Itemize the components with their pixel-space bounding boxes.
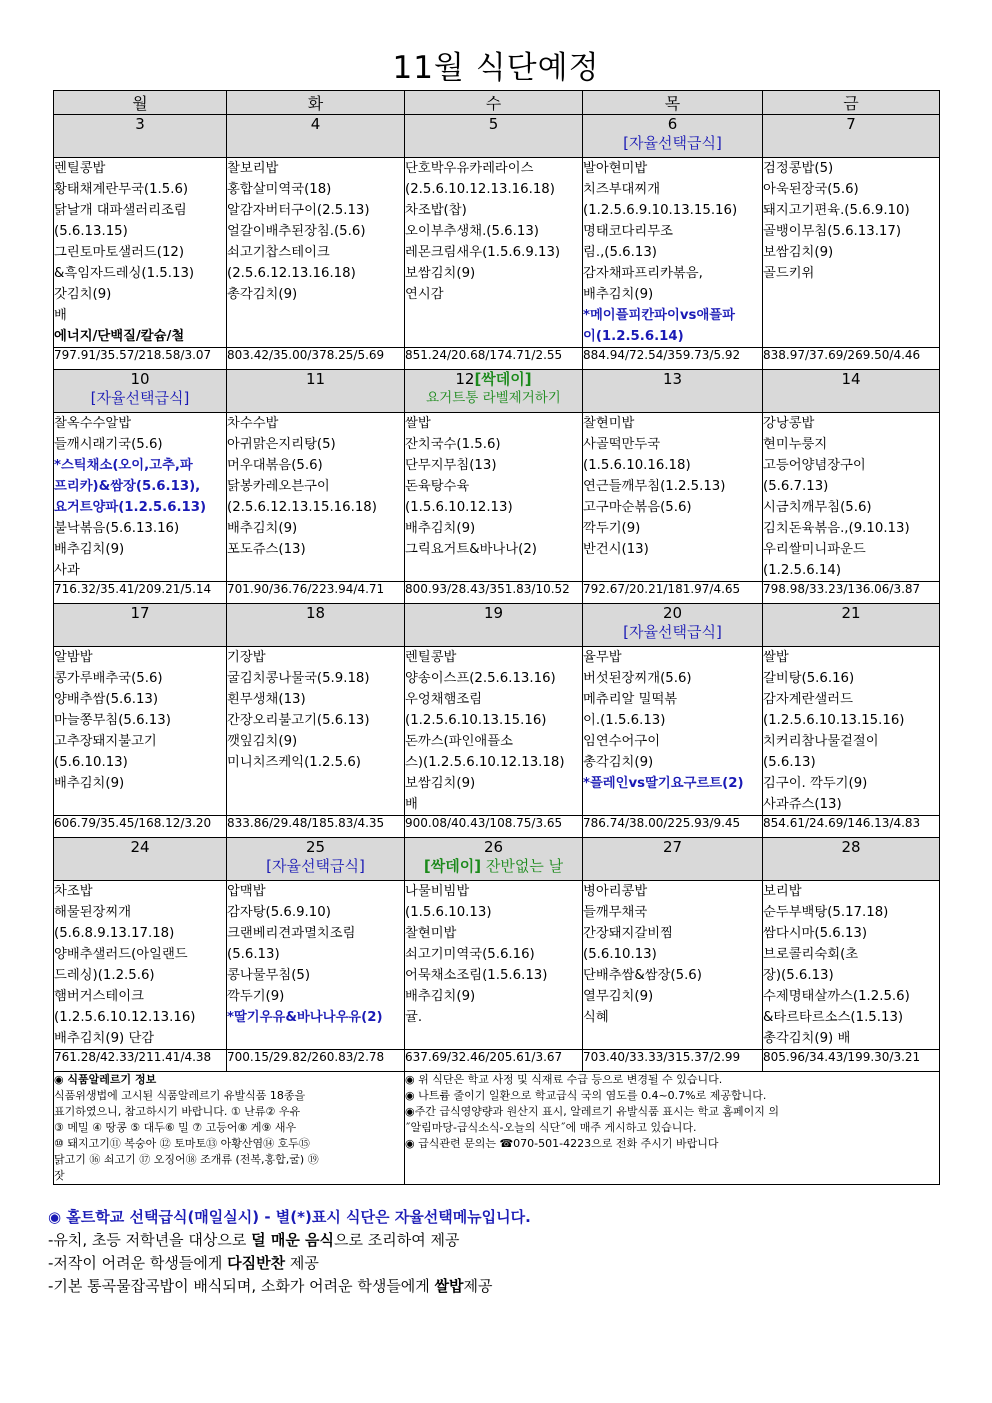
menu-item: (1.2.5.6.10.13.15.16)	[763, 713, 905, 728]
menu-item: 강낭콩밥	[763, 416, 815, 431]
menu-item: 사과	[54, 563, 80, 578]
menu-item: 쇠고기찹스테이크	[227, 245, 330, 260]
menu-item: 치커리참나물겉절이	[763, 734, 879, 749]
date-number: 11	[305, 370, 326, 388]
date-row	[54, 115, 940, 158]
menu-item: 임연수어구이	[583, 734, 661, 749]
date-cell	[227, 604, 405, 647]
menu-cell	[54, 647, 227, 816]
menu-item: (5.6.7.13)	[763, 479, 829, 494]
menu-item: 얼갈이배추된장침.(5.6)	[227, 224, 366, 239]
menu-item: 고구마순볶음(5.6)	[583, 500, 692, 515]
date-cell	[583, 115, 763, 158]
menu-item: 감자계란샐러드	[763, 692, 853, 707]
menu-item: 보쌈김치(9)	[405, 776, 476, 791]
menu-item: 에너지/단백질/칼슘/철	[54, 329, 185, 344]
menu-item: 아욱된장국(5.6)	[763, 182, 859, 197]
menu-item: 총각김치(9) 배	[763, 1031, 851, 1046]
date-cell	[227, 115, 405, 158]
menu-item: 쌈다시마(5.6.13)	[763, 926, 868, 941]
menu-item: 검정콩밥(5)	[763, 161, 834, 176]
nutrition-value: 900.08/40.43/108.75/3.65	[405, 816, 583, 838]
date-number: 12	[455, 370, 475, 388]
menu-item: 순두부백탕(5.17.18)	[763, 905, 889, 920]
weekday-mon: 월	[54, 91, 227, 115]
menu-item: &흑임자드레싱(1.5.13)	[54, 266, 195, 281]
menu-item: (1.2.5.6.10.12.13.16)	[54, 1010, 196, 1025]
nutrition-row	[54, 1050, 940, 1072]
menu-cell	[583, 413, 763, 582]
menu-item: 갈비탕(5.6.16)	[763, 671, 855, 686]
menu-cell	[583, 881, 763, 1050]
footer-notes	[48, 1206, 531, 1298]
menu-item: 돈육탕수육	[405, 479, 470, 494]
date-cell	[405, 115, 583, 158]
menu-item: 배	[405, 797, 418, 812]
date-number: 28	[841, 838, 861, 856]
date-number: 5	[488, 115, 499, 133]
menu-item: 수제명태살까스(1.2.5.6)	[763, 989, 910, 1004]
menu-cell	[227, 158, 405, 348]
menu-item: 닭봉카레오븐구이	[227, 479, 330, 494]
menu-item: 김구이. 깍두기(9)	[763, 776, 868, 791]
footer-text: -저작이 어려운 학생들에게	[48, 1254, 228, 1272]
date-cell	[54, 370, 227, 413]
menu-item: 감자채파프리카볶음,	[583, 266, 703, 281]
menu-item: 알감자버터구이(2.5.13)	[227, 203, 370, 218]
menu-item: 발아현미밥	[583, 161, 648, 176]
menu-item: 어묵채소조림(1.5.6.13)	[405, 968, 548, 983]
menu-item: 들깨시래기국(5.6)	[54, 437, 163, 452]
menu-item: 골드키위	[763, 266, 815, 281]
nutrition-value: 838.97/37.69/269.50/4.46	[763, 348, 940, 370]
date-cell	[227, 838, 405, 881]
date-number: 10	[130, 370, 150, 388]
date-number: 7	[846, 115, 856, 133]
menu-item: 간장돼지갈비찜	[583, 926, 673, 941]
menu-row	[54, 647, 940, 816]
menu-item: 찰보리밥	[227, 161, 279, 176]
menu-item: 시금치깨무침(5.6)	[763, 500, 872, 515]
date-cell	[763, 838, 940, 881]
menu-item: 렌틸콩밥	[54, 161, 106, 176]
menu-cell	[763, 413, 940, 582]
menu-item: 우엉채햄조림	[405, 692, 483, 707]
day-note: 요거트통 라벨제거하기	[426, 390, 561, 406]
menu-item: 현미누룽지	[763, 437, 828, 452]
menu-item: (1.2.5.6.9.10.13.15.16)	[583, 203, 738, 218]
date-number: 6	[667, 115, 678, 133]
menu-item: 콩나물무침(5)	[227, 968, 311, 983]
self-select-menu-item: 프리카)&쌈장(5.6.13),	[54, 479, 201, 494]
menu-row	[54, 158, 940, 348]
menu-item: 배추김치(9)	[54, 542, 125, 557]
date-number: 14	[841, 370, 861, 388]
menu-item: 단무지무침(13)	[405, 458, 497, 473]
menu-item: 쌀밥	[405, 416, 431, 431]
allergy-heading: ◉ 식품알레르기 정보	[54, 1073, 157, 1086]
menu-cell	[54, 158, 227, 348]
menu-item: 브로콜리숙회(초	[763, 947, 859, 962]
menu-item: 배추김치(9)	[405, 521, 476, 536]
menu-item: 쌀밥	[763, 650, 789, 665]
self-select-menu-item: 요거트양파(1.2.5.6.13)	[54, 500, 207, 515]
menu-item: (2.5.6.12.13.16.18)	[227, 266, 356, 281]
nutrition-value: 703.40/33.33/315.37/2.99	[583, 1050, 763, 1072]
menu-cell	[763, 158, 940, 348]
menu-item: 차조밥	[54, 884, 93, 899]
menu-item: 반건시(13)	[583, 542, 649, 557]
menu-cell	[763, 647, 940, 816]
nutrition-value: 805.96/34.43/199.30/3.21	[763, 1050, 940, 1072]
menu-item: 미니치즈케익(1.2.5.6)	[227, 755, 361, 770]
date-cell	[405, 370, 583, 413]
menu-item: 찰현미밥	[583, 416, 635, 431]
date-cell	[405, 838, 583, 881]
menu-item: 콩가루배추국(5.6)	[54, 671, 163, 686]
menu-item: 고등어양념장구이	[763, 458, 866, 473]
date-cell	[763, 370, 940, 413]
menu-item: 배	[54, 308, 67, 323]
menu-item: (5.6.8.9.13.17.18)	[54, 926, 175, 941]
menu-item: 찰옥수수알밥	[54, 416, 132, 431]
menu-item: 불낙볶음(5.6.13.16)	[54, 521, 180, 536]
menu-item: 메츄리알 밀떡볶	[583, 692, 678, 707]
menu-item: 머우대볶음(5.6)	[227, 458, 323, 473]
menu-item: 마늘쫑무침(5.6.13)	[54, 713, 171, 728]
date-cell	[763, 604, 940, 647]
day-note: 잔반없는 날	[485, 857, 564, 875]
footer-emphasis: 쌀밥	[434, 1277, 464, 1295]
menu-cell	[54, 413, 227, 582]
nutrition-value: 700.15/29.82/260.83/2.78	[227, 1050, 405, 1072]
menu-cell	[227, 413, 405, 582]
menu-item: 장)(5.6.13)	[763, 968, 834, 983]
self-select-menu-item: *메이플피칸파이vs애플파	[583, 308, 735, 323]
self-select-tag: [자율선택급식]	[90, 389, 190, 407]
footer-text: 제공	[463, 1277, 493, 1295]
menu-item: 배추김치(9)	[54, 776, 125, 791]
date-cell	[583, 604, 763, 647]
nutrition-value: 884.94/72.54/359.73/5.92	[583, 348, 763, 370]
footer-text: 으로 조리하여 제공	[334, 1231, 460, 1249]
menu-item: 감자탕(5.6.9.10)	[227, 905, 331, 920]
weekday-header-row	[54, 91, 940, 115]
footer-line-1	[48, 1206, 531, 1229]
menu-item: 간장오리불고기(5.6.13)	[227, 713, 370, 728]
nutrition-value: 851.24/20.68/174.71/2.55	[405, 348, 583, 370]
date-row	[54, 370, 940, 413]
menu-item: 크랜베리견과멸치조림	[227, 926, 356, 941]
menu-item: 나물비빔밥	[405, 884, 470, 899]
date-row	[54, 604, 940, 647]
menu-row	[54, 881, 940, 1050]
menu-item: 잔치국수(1.5.6)	[405, 437, 501, 452]
menu-cell	[763, 881, 940, 1050]
menu-item: 김치돈육볶음.,(9.10.13)	[763, 521, 910, 536]
nutrition-value: 803.42/35.00/378.25/5.69	[227, 348, 405, 370]
menu-item: 갓김치(9)	[54, 287, 112, 302]
menu-item: 레몬크림새우(1.5.6.9.13)	[405, 245, 561, 260]
footer-emphasis: 다짐반찬	[227, 1254, 286, 1272]
day-tag: [싹데이]	[423, 857, 482, 875]
menu-item: 치즈부대찌개	[583, 182, 661, 197]
menu-item: 단배추쌈&쌈장(5.6)	[583, 968, 702, 983]
date-number: 18	[305, 604, 326, 622]
menu-item: 병아리콩밥	[583, 884, 648, 899]
menu-item: (1.2.5.6.14)	[763, 563, 842, 578]
nutrition-row	[54, 582, 940, 604]
nutrition-value: 833.86/29.48/185.83/4.35	[227, 816, 405, 838]
menu-item: (5.6.10.13)	[54, 755, 128, 770]
menu-item: (2.5.6.12.13.15.16.18)	[227, 500, 377, 515]
menu-item: (5.6.13)	[227, 947, 280, 962]
menu-item: 이.(1.5.6.13)	[583, 713, 666, 728]
date-cell	[227, 370, 405, 413]
date-number: 19	[483, 604, 504, 622]
menu-item: 연근들깨무침(1.2.5.13)	[583, 479, 726, 494]
date-number: 24	[130, 838, 150, 856]
menu-cell	[227, 881, 405, 1050]
footer-line-4	[48, 1275, 531, 1298]
date-cell	[54, 115, 227, 158]
notice-line: ˝알림마당-급식소식-오늘의 식단˝에 매주 게시하고 있습니다.	[405, 1121, 697, 1134]
menu-item: 림.,(5.6.13)	[583, 245, 657, 260]
menu-item: 열무김치(9)	[583, 989, 654, 1004]
menu-item: 양배추쌈(5.6.13)	[54, 692, 159, 707]
menu-item: 아귀맑은지리탕(5)	[227, 437, 336, 452]
menu-item: 배추김치(9)	[583, 287, 654, 302]
menu-item: 포도쥬스(13)	[227, 542, 306, 557]
date-cell	[583, 838, 763, 881]
select-meal-notice: ◉ 홀트학교 선택급식(매일실시) - 별(*)표시 식단은 자율선택메뉴입니다.	[48, 1208, 531, 1226]
weekday-thu: 목	[583, 91, 763, 115]
menu-item: (2.5.6.10.12.13.16.18)	[405, 182, 555, 197]
menu-row	[54, 413, 940, 582]
nutrition-value: 797.91/35.57/218.58/3.07	[54, 348, 227, 370]
menu-item: 오이부추생채.(5.6.13)	[405, 224, 539, 239]
menu-item: 렌틸콩밥	[405, 650, 457, 665]
self-select-tag: [자율선택급식]	[623, 623, 722, 641]
menu-item: 깻잎김치(9)	[227, 734, 298, 749]
nutrition-row	[54, 348, 940, 370]
menu-item: 율무밥	[583, 650, 622, 665]
menu-item: 단호박우유카레라이스	[405, 161, 534, 176]
nutrition-value: 637.69/32.46/205.61/3.67	[405, 1050, 583, 1072]
menu-cell	[583, 647, 763, 816]
allergy-line: ③ 메밀 ④ 땅콩 ⑤ 대두⑥ 밀 ⑦ 고등어⑧ 게⑨ 새우	[54, 1121, 297, 1134]
menu-item: 귤.	[405, 1010, 423, 1025]
date-number: 25	[305, 838, 326, 856]
menu-item: (5.6.13)	[763, 755, 816, 770]
menu-item: 돈까스(파인애플소	[405, 734, 513, 749]
menu-item: (1.5.6.10.12.13)	[405, 500, 513, 515]
self-select-menu-item: *플레인vs딸기요구르트(2)	[583, 776, 744, 791]
menu-cell	[227, 647, 405, 816]
menu-item: 차조밥(찹)	[405, 203, 467, 218]
menu-item: 깍두기(9)	[583, 521, 641, 536]
menu-item: 홍합살미역국(18)	[227, 182, 332, 197]
footer-emphasis: 덜 매운 음식	[251, 1231, 335, 1249]
footer-text: -기본 통곡물잡곡밥이 배식되며, 소화가 어려운 학생들에게	[48, 1277, 435, 1295]
menu-item: 차수수밥	[227, 416, 279, 431]
menu-item: 사골떡만두국	[583, 437, 661, 452]
nutrition-value: 606.79/35.45/168.12/3.20	[54, 816, 227, 838]
menu-item: 황태채계란무국(1.5.6)	[54, 182, 189, 197]
page-title: 11월 식단예정	[392, 50, 600, 86]
menu-item: 그릭요거트&바나나(2)	[405, 542, 537, 557]
menu-item: &타르타르소스(1.5.13)	[763, 1010, 904, 1025]
menu-cell	[583, 158, 763, 348]
date-cell	[54, 838, 227, 881]
weekday-fri: 금	[763, 91, 940, 115]
date-cell	[583, 370, 763, 413]
nutrition-value: 798.98/33.23/136.06/3.87	[763, 582, 940, 604]
menu-item: 압맥밥	[227, 884, 266, 899]
self-select-tag: [자율선택급식]	[623, 134, 722, 152]
self-select-menu-item: *스틱채소(오이,고추,파	[54, 458, 193, 473]
footer-text: -유치, 초등 저학년을 대상으로	[48, 1231, 252, 1249]
self-select-menu-item: *딸기우유&바나나우유(2)	[227, 1010, 383, 1025]
date-number: 17	[130, 604, 150, 622]
footer-text: 제공	[285, 1254, 319, 1272]
menu-item: 알밤밥	[54, 650, 93, 665]
allergy-line: 닭고기 ⑯ 쇠고기 ⑰ 오징어⑱ 조개류 (전복,홍합,굴) ⑲	[54, 1153, 319, 1166]
allergy-line: 잣	[54, 1169, 65, 1182]
menu-item: 기장밥	[227, 650, 266, 665]
date-number: 4	[310, 115, 321, 133]
menu-item: 배추김치(9) 단감	[54, 1031, 155, 1046]
date-cell	[54, 604, 227, 647]
date-number: 26	[483, 838, 504, 856]
menu-item: 보쌈김치(9)	[763, 245, 834, 260]
menu-item: 해물된장찌개	[54, 905, 132, 920]
menu-item: 돼지고기편육.(5.6.9.10)	[763, 203, 910, 218]
date-row	[54, 838, 940, 881]
menu-item: 우리쌀미니파운드	[763, 542, 866, 557]
menu-item: 사과쥬스(13)	[763, 797, 842, 812]
menu-item: 햄버거스테이크	[54, 989, 144, 1004]
nutrition-value: 854.61/24.69/146.13/4.83	[763, 816, 940, 838]
menu-item: 드레싱)(1.2.5.6)	[54, 968, 155, 983]
nutrition-value: 761.28/42.33/211.41/4.38	[54, 1050, 227, 1072]
notice-line: ◉ 위 식단은 학교 사정 및 식재료 수급 등으로 변경될 수 있습니다.	[405, 1073, 723, 1086]
menu-item: 골뱅이무침(5.6.13.17)	[763, 224, 902, 239]
menu-item: 양송이스프(2.5.6.13.16)	[405, 671, 556, 686]
notice-line: ◉ 나트륨 줄이기 일환으로 학교급식 국의 염도를 0.4~0.7%로 제공합니다.	[405, 1089, 767, 1102]
nutrition-value: 792.67/20.21/181.97/4.65	[583, 582, 763, 604]
menu-item: 고추장돼지불고기	[54, 734, 157, 749]
menu-item: 양배추샐러드(아일랜드	[54, 947, 188, 962]
menu-item: 굴김치콩나물국(5.9.18)	[227, 671, 370, 686]
nutrition-value: 800.93/28.43/351.83/10.52	[405, 582, 583, 604]
notice-info	[405, 1072, 940, 1185]
menu-item: (1.2.5.6.10.13.15.16)	[405, 713, 547, 728]
menu-item: 찰현미밥	[405, 926, 457, 941]
footer-line-3	[48, 1252, 531, 1275]
menu-cell	[405, 413, 583, 582]
nutrition-value: 716.32/35.41/209.21/5.14	[54, 582, 227, 604]
menu-item: 총각김치(9)	[227, 287, 298, 302]
date-number: 27	[662, 838, 683, 856]
date-number: 3	[135, 115, 145, 133]
menu-item: 명태코다리무조	[583, 224, 673, 239]
date-number: 20	[662, 604, 683, 622]
menu-item: 쇠고기미역국(5.6.16)	[405, 947, 535, 962]
allergy-line: 식품위생법에 고시된 식품알레르기 유발식품 18종을	[54, 1089, 306, 1102]
allergy-line: 표기하였으니, 참고하시기 바랍니다. ① 난류② 우유	[54, 1105, 301, 1118]
menu-cell	[405, 881, 583, 1050]
menu-item: (1.5.6.10.16.18)	[583, 458, 691, 473]
notice-line: ◉주간 급식영양량과 원산지 표시, 알레르기 유발식품 표시는 학교 홈페이지 의	[405, 1105, 779, 1118]
menu-item: 스)(1.2.5.6.10.12.13.18)	[405, 755, 565, 770]
notice-line: ◉ 급식관련 문의는 ☎070-501-4223으로 전화 주시기 바랍니다	[405, 1137, 719, 1150]
menu-cell	[405, 647, 583, 816]
menu-item: 배추김치(9)	[227, 521, 298, 536]
nutrition-row	[54, 816, 940, 838]
self-select-tag: [자율선택급식]	[266, 857, 365, 875]
day-tag: [싹데이]	[474, 370, 532, 388]
menu-item: 들깨무채국	[583, 905, 648, 920]
date-cell	[405, 604, 583, 647]
menu-item: 배추김치(9)	[405, 989, 476, 1004]
meal-calendar	[53, 90, 940, 1185]
menu-cell	[405, 158, 583, 348]
allergy-line: ⑩ 돼지고기⑪ 복숭아 ⑫ 토마토⑬ 아황산염⑭ 호두⑮	[54, 1137, 310, 1150]
menu-item: 버섯된장찌개(5.6)	[583, 671, 692, 686]
menu-cell	[54, 881, 227, 1050]
menu-item: (1.5.6.10.13)	[405, 905, 492, 920]
menu-item: 그린토마토샐러드(12)	[54, 245, 185, 260]
nutrition-value: 786.74/38.00/225.93/9.45	[583, 816, 763, 838]
menu-item: 흰무생채(13)	[227, 692, 306, 707]
menu-item: 깍두기(9)	[227, 989, 285, 1004]
nutrition-value: 701.90/36.76/223.94/4.71	[227, 582, 405, 604]
info-row	[54, 1072, 940, 1185]
weekday-wed: 수	[405, 91, 583, 115]
date-number: 13	[662, 370, 683, 388]
menu-item: 보쌈김치(9)	[405, 266, 476, 281]
self-select-menu-item: 이(1.2.5.6.14)	[583, 329, 684, 344]
menu-item: 보리밥	[763, 884, 802, 899]
allergy-info	[54, 1072, 405, 1185]
menu-item: (5.6.10.13)	[583, 947, 657, 962]
date-number: 21	[841, 604, 861, 622]
menu-item: (5.6.13.15)	[54, 224, 128, 239]
menu-item: 연시감	[405, 287, 444, 302]
menu-item: 총각김치(9)	[583, 755, 654, 770]
weekday-tue: 화	[227, 91, 405, 115]
menu-item: 식혜	[583, 1010, 609, 1025]
menu-item: 닭날개 대파샐러리조림	[54, 203, 187, 218]
date-cell	[763, 115, 940, 158]
footer-line-2	[48, 1229, 531, 1252]
